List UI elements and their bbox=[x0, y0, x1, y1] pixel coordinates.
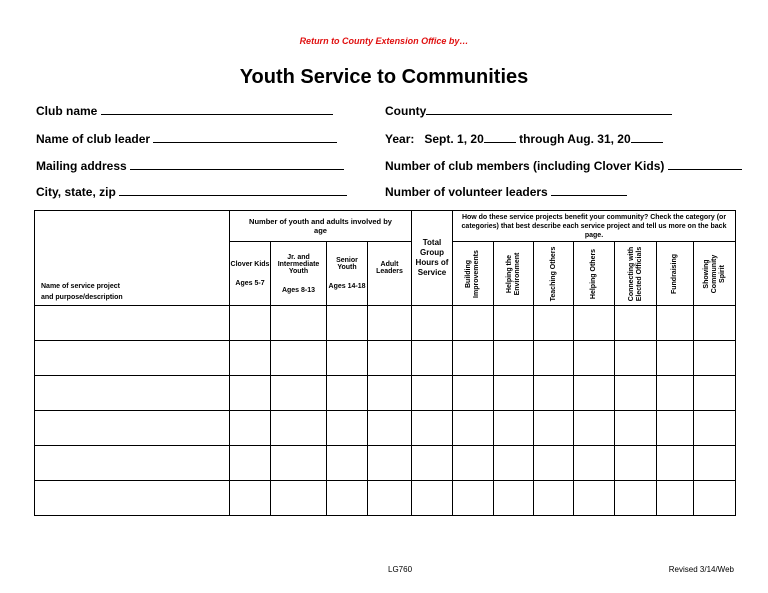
leader-input[interactable] bbox=[153, 131, 337, 143]
year-start-input[interactable] bbox=[484, 131, 516, 143]
leader-label: Name of club leader bbox=[36, 132, 151, 146]
county-field bbox=[385, 103, 672, 118]
county-input[interactable] bbox=[426, 103, 672, 115]
table-row bbox=[35, 341, 736, 376]
page-title: Youth Service to Communities bbox=[239, 66, 529, 88]
benefit-header: How do these service projects benefit your community? Check the category (or categories) that best describe each service project and tell us more on the back page. bbox=[453, 211, 736, 242]
volunteers-input[interactable] bbox=[551, 184, 627, 196]
club-name-field bbox=[36, 103, 333, 118]
year-end-input[interactable] bbox=[631, 131, 663, 143]
year-label: Year: bbox=[385, 132, 415, 146]
mailing-label: Mailing address bbox=[36, 159, 127, 173]
category-environment: Helping the Environment bbox=[494, 242, 534, 306]
age-group-clover-kids: Clover Kids Ages 5-7 bbox=[230, 242, 271, 306]
service-table bbox=[34, 210, 736, 516]
project-rows bbox=[35, 306, 736, 516]
year-through-label: through Aug. 31, 20 bbox=[519, 132, 631, 146]
members-label: Number of club members (including Clover Kids) bbox=[385, 159, 665, 173]
revision-date: Revised 3/14/Web bbox=[668, 565, 734, 574]
category-teaching: Teaching Others bbox=[534, 242, 574, 306]
mailing-input[interactable] bbox=[130, 158, 344, 170]
project-header-line2: and purpose/description bbox=[41, 294, 123, 301]
county-label: County bbox=[385, 104, 427, 118]
form-code: LG760 bbox=[388, 565, 413, 574]
members-input[interactable] bbox=[668, 158, 742, 170]
city-label: City, state, zip bbox=[36, 185, 116, 199]
involved-header: Number of youth and adults involved by age bbox=[230, 211, 412, 242]
age-group-adult-leaders: Adult Leaders bbox=[368, 242, 412, 306]
city-field bbox=[36, 184, 347, 199]
total-hours-header: Total Group Hours of Service bbox=[412, 211, 453, 306]
table-row bbox=[35, 481, 736, 516]
return-notice: Return to County Extension Office by… bbox=[299, 36, 469, 46]
club-name-input[interactable] bbox=[101, 103, 333, 115]
category-community-spirit: Showing Community Spirit bbox=[694, 242, 736, 306]
category-officials: Connecting with Elected Officials bbox=[615, 242, 657, 306]
table-row bbox=[35, 376, 736, 411]
project-header bbox=[35, 211, 230, 306]
category-building: Building Improvements bbox=[453, 242, 494, 306]
table-row bbox=[35, 411, 736, 446]
table-row bbox=[35, 446, 736, 481]
club-name-label: Club name bbox=[36, 104, 98, 118]
mailing-field bbox=[36, 158, 344, 173]
category-fundraising: Fundraising bbox=[657, 242, 694, 306]
leader-field bbox=[36, 131, 337, 146]
age-group-senior-youth: Senior Youth Ages 14-18 bbox=[327, 242, 368, 306]
members-field bbox=[385, 158, 742, 173]
city-input[interactable] bbox=[119, 184, 347, 196]
age-group-jr-intermediate: Jr. and Intermediate Youth Ages 8-13 bbox=[271, 242, 327, 306]
volunteers-field bbox=[385, 184, 627, 199]
table-row bbox=[35, 306, 736, 341]
year-start-label: Sept. 1, 20 bbox=[424, 132, 484, 146]
project-header-line1: Name of service project bbox=[41, 283, 120, 290]
year-field bbox=[385, 131, 663, 146]
volunteers-label: Number of volunteer leaders bbox=[385, 185, 548, 199]
category-helping: Helping Others bbox=[574, 242, 615, 306]
